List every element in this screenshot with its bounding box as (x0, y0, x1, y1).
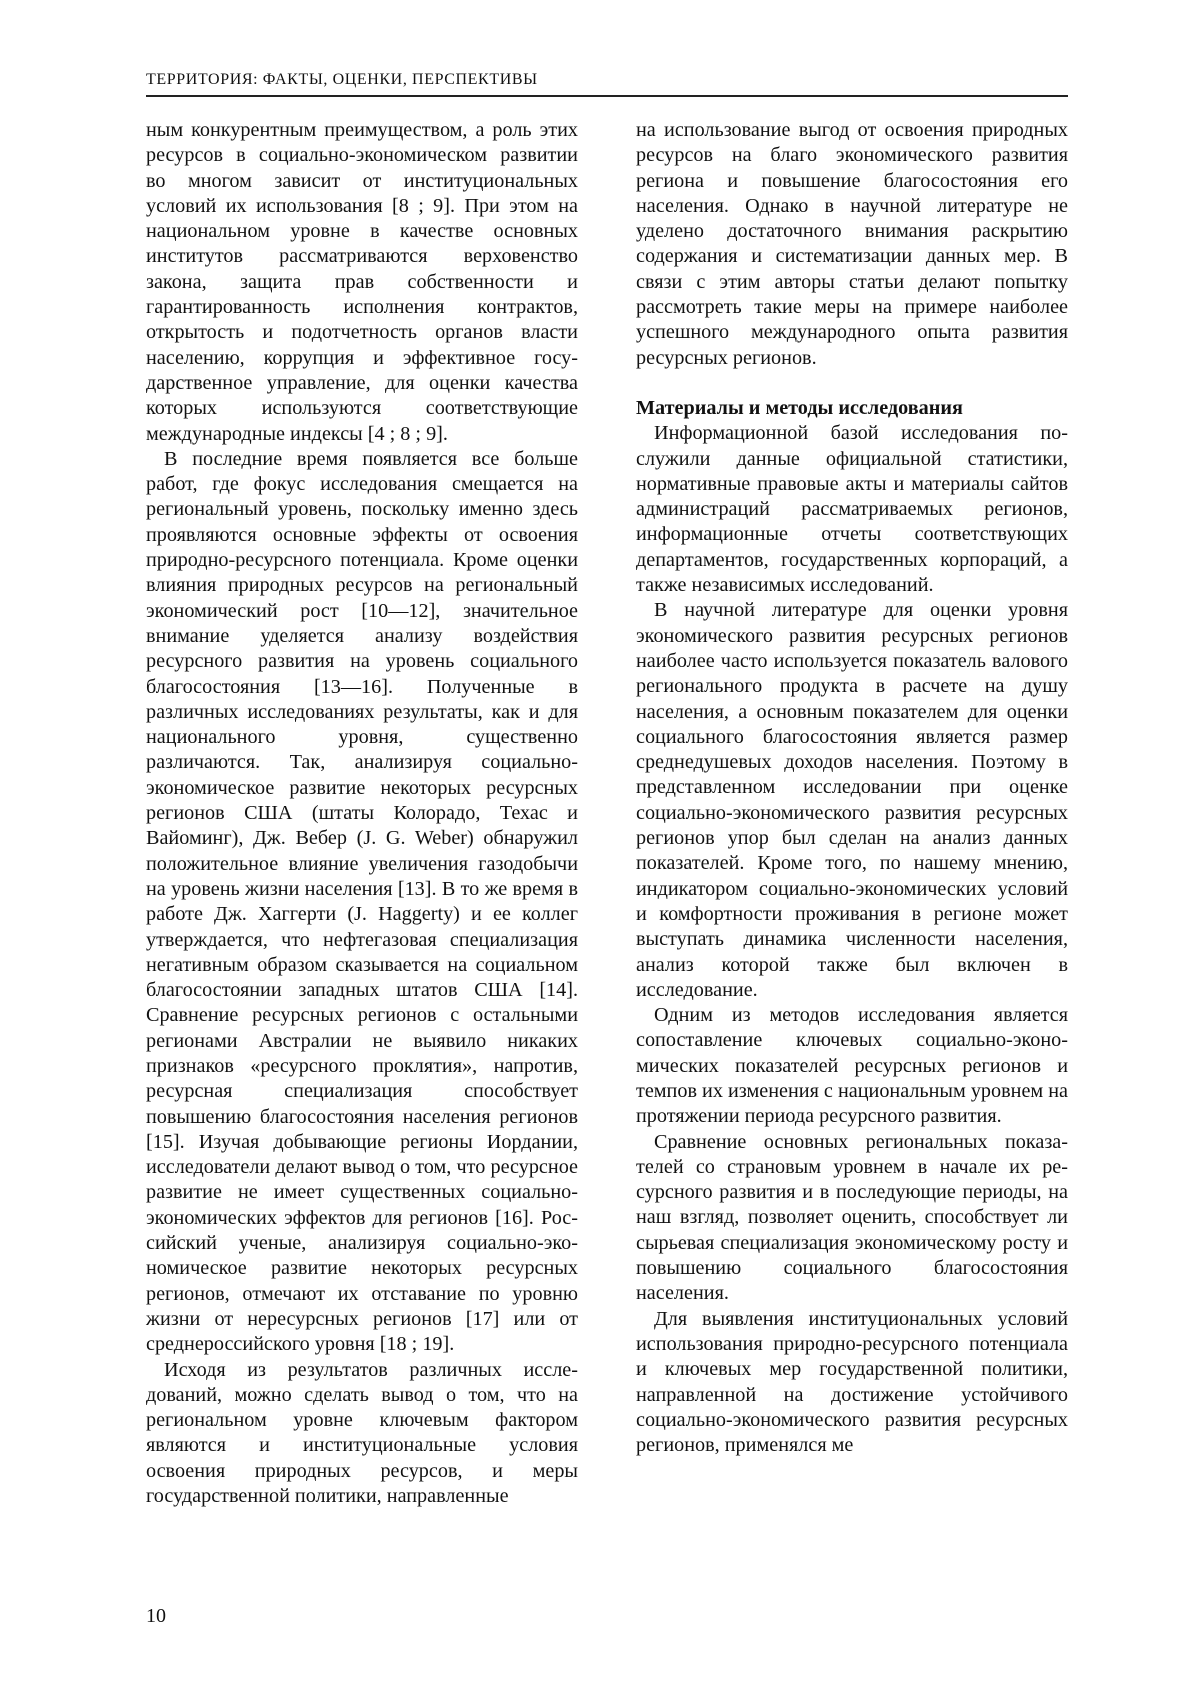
running-header: ТЕРРИТОРИЯ: ФАКТЫ, ОЦЕНКИ, ПЕРСПЕКТИВЫ (146, 70, 1068, 97)
paragraph: Сравнение основных региональных показателей со страновым уровнем в начале их ресурсного развития и в последующие периоды, на наш взгляд, позволяет оценить, способствует ли сырьевая специализация экономическому росту и повышению социального благосостояния населения. (636, 1130, 1068, 1305)
paragraph: В научной литературе для оценки уровня экономического развития ресурсных регионов наиболее часто используется показатель валового регионального продукта в расчете на душу населения, а основным показателем для оценки социального благосостояния является размер среднедушевых доходов населения. Поэтому в представленном исследовании при оценке социально-экономического развития ресурсных регионов упор был сделан на анализ данных показателей. Кроме того, по нашему мнению, индикатором социально-экономических условий и комфортности проживания в регионе может выступать динамика численности населения, анализ которой также был включен в исследование. (636, 599, 1068, 1001)
paragraph: В последние время появляется все больше работ, где фокус исследования смещается на региональный уровень, поскольку именно здесь проявляются основные эффекты от освоения природно-ресурсного потенциала. Кроме оценки влияния природных ресурсов на региональный экономический рост [10—12], значительное внимание уделяется анализу воздействия ресурсного развития на уровень социального благосостояния [13—16]. Полученные в различных исследованиях результаты, как и для национального уровня, существенно различаются. Так, анализируя социально-экономическое развитие некоторых ресурсных регионов США (штаты Колорадо, Техас и Вайоминг), Дж. Вебер (J. G. Weber) обнаружил положительное влияние увеличения газодобычи на уровень жизни населения [13]. В то же время в работе Дж. Хаггерти (J. Haggerty) и ее коллег утверждается, что нефтегазовая специализация негативным образом сказывается на социальном благосостоянии западных штатов США [14]. Сравнение ресурсных регионов с остальными регионами Австралии не выявило никаких признаков «ресурсного проклятия», напротив, ресурсная специализация способствует повышению благосостояния населения регионов [15]. Изучая добывающие регионы Иордании, исследователи делают вывод о том, что ресурсное развитие не имеет существенных социально-экономических эффектов для регионов [16]. Российский ученые, анализируя социально-экономическое развитие некоторых ресурсных регионов, отмечают их отставание по уровню жизни от нересурсных регионов [17] или от среднероссийского уровня [18 ; 19]. (146, 447, 578, 1356)
paragraph: Исходя из результатов различных исследований, можно сделать вывод о том, что на региональном уровне ключевым фактором являются и институциональные условия освоения природных ресурсов, и меры государственной политики, направленные (146, 1358, 578, 1508)
paragraph: Информационной базой исследования послужили данные официальной статистики, нормативные правовые акты и материалы сайтов администраций рассматриваемых регионов, информационные отчеты соответствующих департаментов, государственных корпораций, а также независимых исследований. (636, 422, 1068, 597)
right-column (636, 118, 1068, 1458)
section-spacer (636, 371, 1068, 396)
paragraph: Для выявления институциональных условий использования природно-ресурсного потенциала и ключевых мер государственной политики, направленной на достижение устойчивого социально-экономического развития ресурсных регионов, применялся ме (636, 1307, 1068, 1457)
section-heading: Материалы и методы исследования (636, 396, 963, 419)
left-column (146, 118, 578, 1509)
page-number: 10 (146, 1605, 166, 1627)
paragraph: ным конкурентным преимуществом, а роль этих ресурсов в социально-экономическом развитии во многом зависит от институциональных условий их использования [8 ; 9]. При этом на национальном уровне в качестве основных институтов рассматриваются верховенство закона, защита прав собственности и гарантированность исполнения контрактов, открытость и подотчетность органов власти населению, коррупция и эффективное государственное управление, для оценки качества которых используются соответствующие международные индексы [4 ; 8 ; 9]. (146, 119, 578, 445)
paragraph: на использование выгод от освоения природных ресурсов на благо экономического развития региона и повышение благосостояния его населения. Однако в научной литературе не уделено достаточного внимания раскрытию содержания и систематизации данных мер. В связи с этим авторы статьи делают попытку рассмотреть такие меры на примере наиболее успешного международного опыта развития ресурсных регионов. (636, 119, 1068, 369)
paragraph: Одним из методов исследования является сопоставление ключевых социально-экономических показателей ресурсных регионов и темпов их изменения с национальным уровнем на протяжении периода ресурсного развития. (636, 1004, 1068, 1128)
